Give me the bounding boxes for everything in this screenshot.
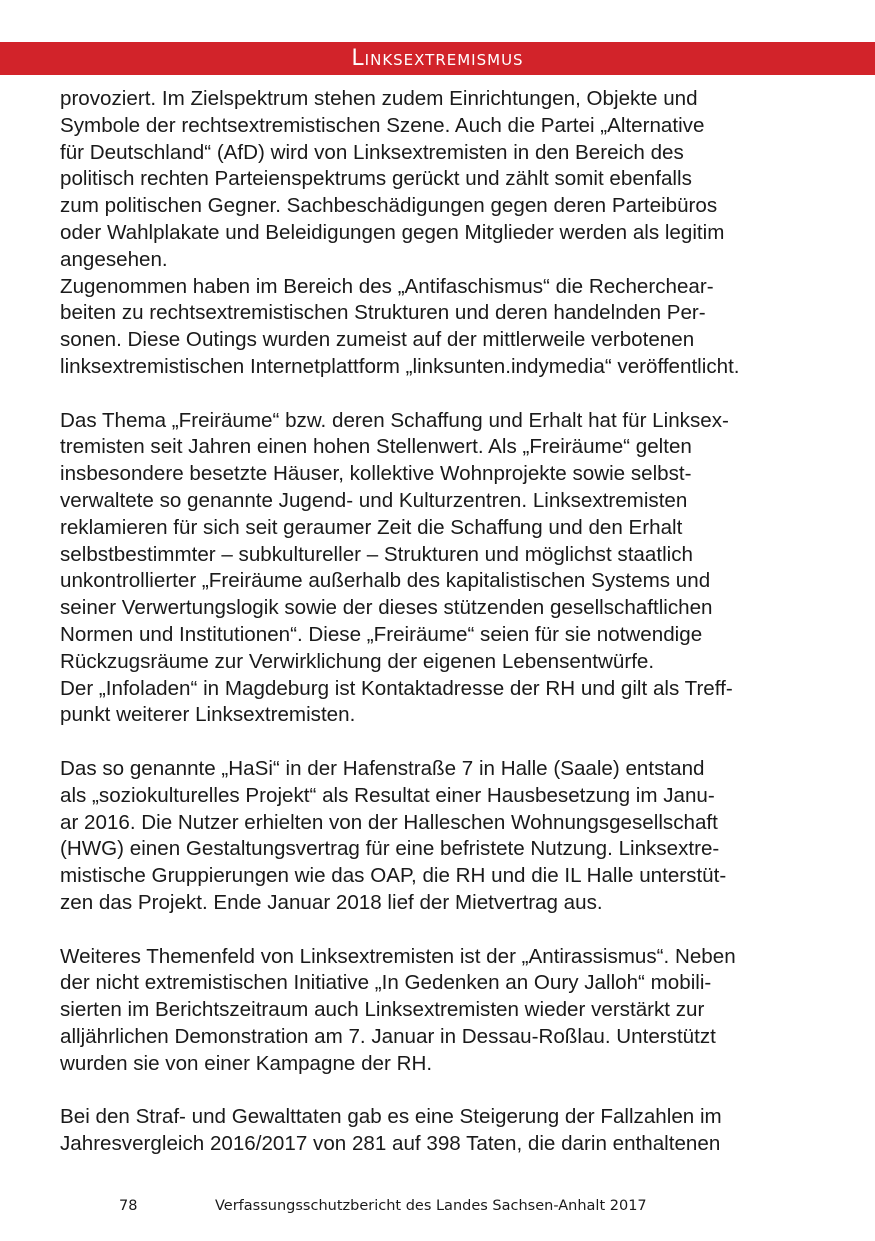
text-line: zen das Projekt. Ende Januar 2018 lief der Mietvertrag aus. [60, 890, 603, 914]
paragraph-5 [60, 1104, 820, 1158]
text-line: unkontrollierter „Freiräume außerhalb des kapitalistischen Systems und [60, 569, 711, 593]
text-line: für Deutschland“ (AfD) wird von Linksextremisten in den Bereich des [60, 140, 684, 164]
text-line: mistische Gruppierungen wie das OAP, die RH und die IL Halle unterstüt- [60, 864, 727, 888]
text-line: linksextremistischen Internetplattform „linksunten.indymedia“ veröffentlicht. [60, 354, 740, 378]
page-footer [0, 1196, 875, 1220]
text-line: ar 2016. Die Nutzer erhielten von der Halleschen Wohnungsgesellschaft [60, 810, 718, 834]
text-line: wurden sie von einer Kampagne der RH. [60, 1051, 433, 1075]
text-line: Zugenommen haben im Bereich des „Antifaschismus“ die Recherchear- [60, 274, 714, 298]
paragraph-2 [60, 408, 820, 730]
text-line: politisch rechten Parteienspektrums gerückt und zählt somit ebenfalls [60, 167, 692, 191]
footer-title: Verfassungsschutzbericht des Landes Sachsen-Anhalt 2017 [215, 1198, 647, 1214]
text-line: beiten zu rechtsextremistischen Strukturen und deren handelnden Per- [60, 301, 706, 325]
text-line: sierten im Berichtszeitraum auch Linksextremisten wieder verstärkt zur [60, 998, 705, 1022]
text-line: Das so genannte „HaSi“ in der Hafenstraße 7 in Halle (Saale) entstand [60, 756, 705, 780]
text-line: tremisten seit Jahren einen hohen Stellenwert. Als „Freiräume“ gelten [60, 435, 692, 459]
paragraph-spacer [60, 729, 820, 756]
text-line: reklamieren für sich seit geraumer Zeit die Schaffung und den Erhalt [60, 515, 683, 539]
paragraph-spacer [60, 917, 820, 944]
text-line: oder Wahlplakate und Beleidigungen gegen Mitglieder werden als legitim [60, 220, 725, 244]
text-line: Bei den Straf- und Gewalttaten gab es eine Steigerung der Fallzahlen im [60, 1105, 722, 1129]
text-line: (HWG) einen Gestaltungsvertrag für eine befristete Nutzung. Linksextre- [60, 837, 720, 861]
text-line: insbesondere besetzte Häuser, kollektive Wohnprojekte sowie selbst- [60, 462, 692, 486]
section-header-bar [0, 42, 875, 75]
text-line: Das Thema „Freiräume“ bzw. deren Schaffung und Erhalt hat für Linksex- [60, 408, 729, 432]
text-line: der nicht extremistischen Initiative „In Gedenken an Oury Jalloh“ mobili- [60, 971, 712, 995]
text-line: als „soziokulturelles Projekt“ als Resultat einer Hausbesetzung im Janu- [60, 783, 715, 807]
text-line: angesehen. [60, 247, 168, 271]
text-line: Symbole der rechtsextremistischen Szene. Auch die Partei „Alternative [60, 113, 705, 137]
paragraph-spacer [60, 1077, 820, 1104]
text-line: Jahresvergleich 2016/2017 von 281 auf 398 Taten, die darin enthaltenen [60, 1132, 721, 1156]
body-text [60, 86, 820, 1158]
text-line: zum politischen Gegner. Sachbeschädigungen gegen deren Parteibüros [60, 194, 718, 218]
text-line: Rückzugsräume zur Verwirklichung der eigenen Lebensentwürfe. [60, 649, 655, 673]
page-number: 78 [119, 1198, 138, 1214]
paragraph-4 [60, 944, 820, 1078]
text-line: sonen. Diese Outings wurden zumeist auf der mittlerweile verbotenen [60, 328, 695, 352]
text-line: Weiteres Themenfeld von Linksextremisten ist der „Antirassismus“. Neben [60, 944, 736, 968]
text-line: seiner Verwertungslogik sowie der dieses stützenden gesellschaftlichen [60, 596, 713, 620]
text-line: alljährlichen Demonstration am 7. Januar in Dessau-Roßlau. Unterstützt [60, 1024, 716, 1048]
paragraph-1 [60, 86, 820, 381]
text-line: verwaltete so genannte Jugend- und Kulturzentren. Linksextremisten [60, 488, 688, 512]
text-line: Normen und Institutionen“. Diese „Freiräume“ seien für sie notwendige [60, 622, 703, 646]
text-line: punkt weiterer Linksextremisten. [60, 703, 356, 727]
text-line: Der „Infoladen“ in Magdeburg ist Kontaktadresse der RH und gilt als Treff- [60, 676, 733, 700]
text-line: provoziert. Im Zielspektrum stehen zudem Einrichtungen, Objekte und [60, 87, 698, 110]
paragraph-3 [60, 756, 820, 917]
text-line: selbstbestimmter – subkultureller – Strukturen und möglichst staatlich [60, 542, 693, 566]
section-title: Linksextremismus [351, 45, 524, 71]
paragraph-spacer [60, 381, 820, 408]
